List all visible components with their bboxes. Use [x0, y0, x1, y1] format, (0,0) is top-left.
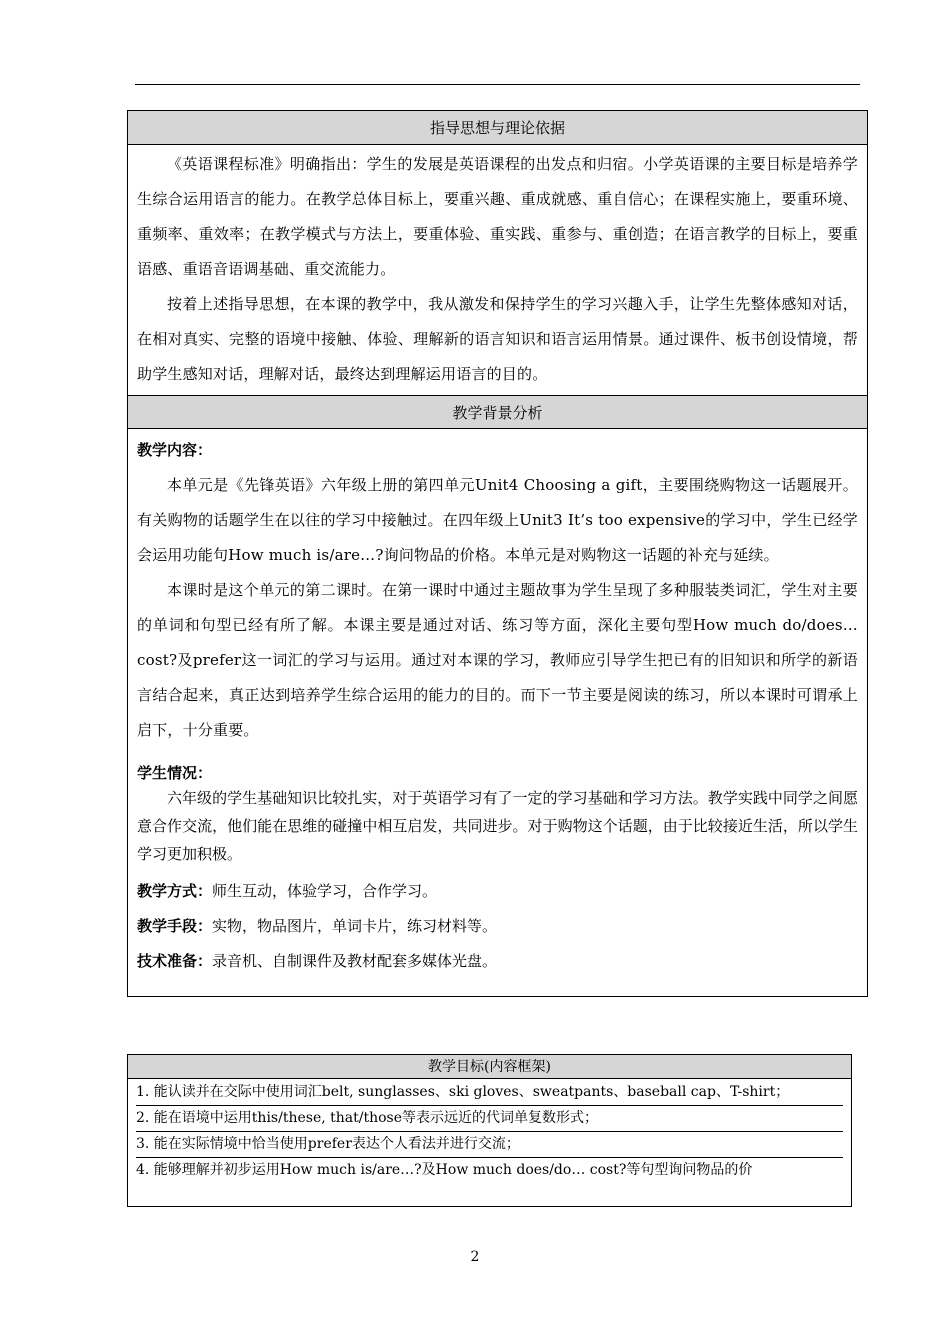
- tech-prep-row: [137, 944, 858, 979]
- section-title-guidance: 指导思想与理论依据: [128, 111, 867, 145]
- guidance-and-background-table: [127, 110, 868, 997]
- teaching-goals-table: [127, 1054, 852, 1207]
- teaching-means-label: 教学手段：: [137, 917, 213, 935]
- teaching-content-label: 教学内容：: [137, 441, 213, 459]
- header-rule: [135, 84, 860, 85]
- teaching-content-paragraph-1: 本单元是《先锋英语》六年级上册的第四单元Unit4 Choosing a gift，主要围绕购物这一话题展开。有关购物的话题学生在以往的学习中接触过。在四年级上Unit3 It’s too expensive的学习中，学生已经学会运用功能句How much is/are…?询问物品的价格。本单元是对购物这一话题的补充与延续。: [137, 476, 858, 564]
- teaching-method-row: [137, 874, 858, 909]
- goal-item-2: 2. 能在语境中运用this/these, that/those等表示远近的代词单复数形式；: [136, 1106, 843, 1132]
- students-paragraph: 六年级的学生基础知识比较扎实，对于英语学习有了一定的学习基础和学习方法。教学实践中同学之间愿意合作交流，他们能在思维的碰撞中相互启发，共同进步。对于购物这个话题，由于比较接近生活，所以学生学习更加积极。: [137, 789, 858, 863]
- section-title-goals: 教学目标(内容框架): [128, 1055, 851, 1079]
- guidance-paragraph-1: 《英语课程标准》明确指出：学生的发展是英语课程的出发点和归宿。小学英语课的主要目标是培养学生综合运用语言的能力。在教学总体目标上，要重兴趣、重成就感、重自信心；在课程实施上，要重环境、重频率、重效率；在教学模式与方法上，要重体验、重实践、重参与、重创造；在语言教学的目标上，要重语感、重语音语调基础、重交流能力。: [137, 155, 858, 278]
- goal-item-1: 1. 能认读并在交际中使用词汇belt, sunglasses、ski gloves、sweatpants、baseball cap、T-shirt；: [136, 1080, 843, 1106]
- guidance-paragraph-2: 按着上述指导思想，在本课的教学中，我从激发和保持学生的学习兴趣入手，让学生先整体感知对话，在相对真实、完整的语境中接触、体验、理解新的语言知识和语言运用情景。通过课件、板书创设情境，帮助学生感知对话，理解对话，最终达到理解运用语言的目的。: [137, 295, 858, 383]
- goal-item-4: 4. 能够理解并初步运用How much is/are…?及How much does/do… cost?等句型询问物品的价: [136, 1162, 753, 1178]
- teaching-method-value: 师生互动，体验学习，合作学习。: [212, 882, 438, 900]
- tech-prep-label: 技术准备：: [137, 952, 213, 970]
- goals-list: [136, 1080, 843, 1183]
- teaching-method-label: 教学方式：: [137, 882, 213, 900]
- guidance-body: [137, 147, 858, 392]
- goal-item-3: 3. 能在实际情境中恰当使用prefer表达个人看法并进行交流；: [136, 1132, 843, 1158]
- tech-prep-value: 录音机、自制课件及教材配套多媒体光盘。: [212, 952, 498, 970]
- background-body: [137, 433, 858, 979]
- teaching-content-paragraph-2: 本课时是这个单元的第二课时。在第一课时中通过主题故事为学生呈现了多种服装类词汇，学生对主要的单词和句型已经有所了解。本课主要是通过对话、练习等方面，深化主要句型How much do/does…cost?及prefer这一词汇的学习与运用。通过对本课的学习，教师应引导学生把已有的旧知识和所学的新语言结合起来，真正达到培养学生综合运用的能力的目的。而下一节主要是阅读的练习，所以本课时可谓承上启下，十分重要。: [137, 581, 858, 739]
- section-title-background: 教学背景分析: [128, 395, 867, 429]
- page-number: 2: [470, 1249, 480, 1265]
- teaching-means-value: 实物，物品图片，单词卡片，练习材料等。: [212, 917, 498, 935]
- teaching-means-row: [137, 909, 858, 944]
- students-label: 学生情况：: [137, 764, 213, 782]
